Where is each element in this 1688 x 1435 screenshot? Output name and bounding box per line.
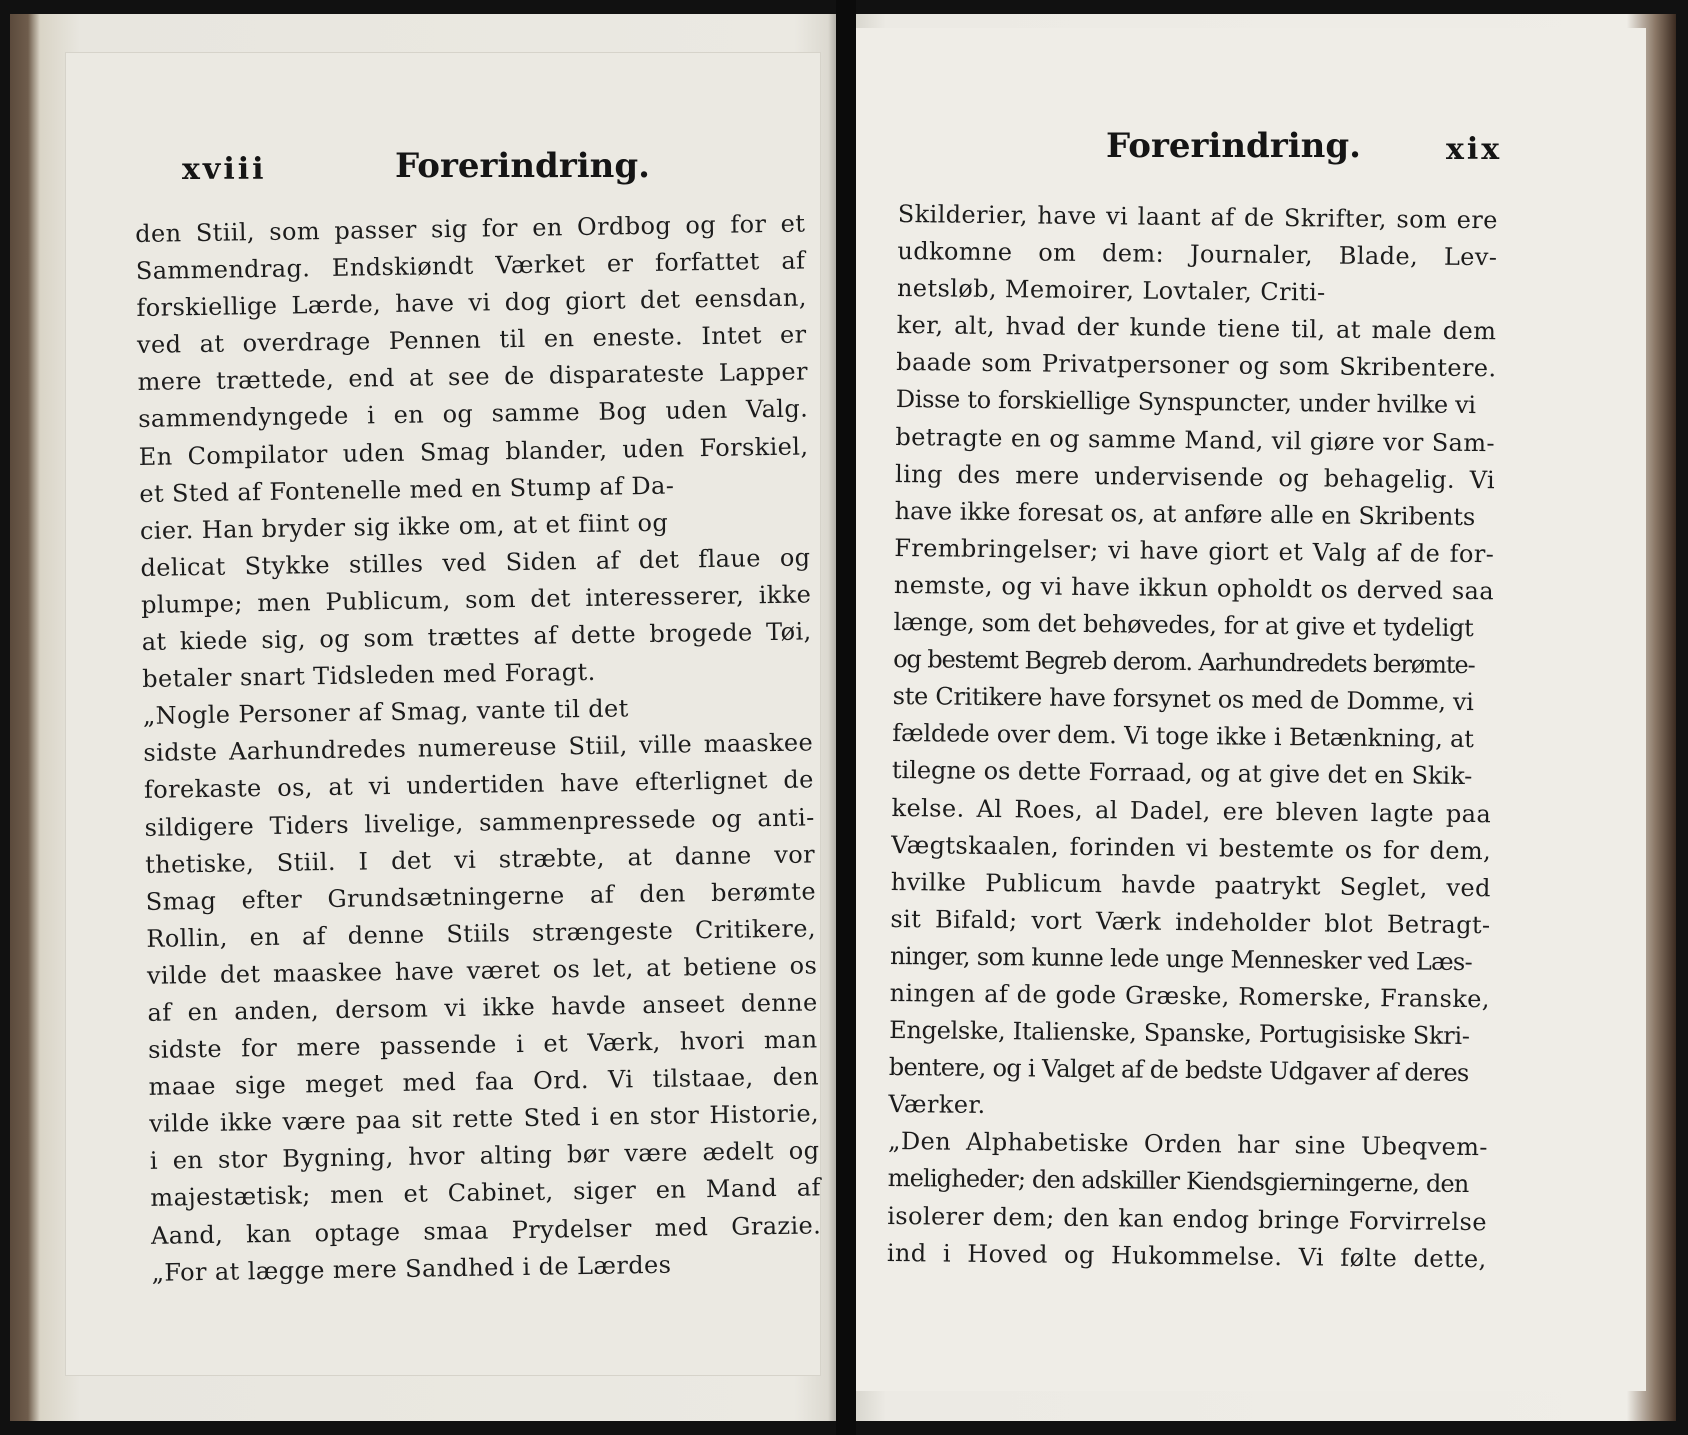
text-line: Sammendrag. Endskiøndt Værket er forfattet af [135,246,806,286]
text-line: „Nogle Personer af Smag, vante til det [142,694,629,731]
text-line: sidste for mere passende i et Værk, hvori man [147,1025,818,1064]
text-line: Disse to forskiellige Synspuncter, under hvilke vi [895,385,1476,420]
text-line: betragte en og samme Mand, vil giøre vor Sam- [895,422,1496,457]
right-running-head [856,122,1676,172]
text-line: hvilke Publicum havde paatrykt Seglet, ved [890,867,1491,902]
text-line: et Sted af Fontenelle med en Stump af Da- [139,471,675,508]
left-running-head [10,142,836,192]
text-line: majestætisk; men et Cabinet, siger en Mand af [150,1173,821,1213]
text-line: længe, som det behøvedes, for at give et tydeligt [893,608,1474,643]
text-line: mere trættede, end at see de disparateste Lapper [137,357,809,397]
text-line: Rollin, en af denne Stiils strængeste Critikere, [146,914,817,953]
text-line: isolerer dem; den kan endog bringe Forvirrelse [887,1201,1488,1236]
text-line: vilde det maaskee have været os let, at betiene os [146,951,818,990]
text-line: forekaste os, at vi undertiden have efterlignet de [143,765,814,805]
text-line: af en anden, dersom vi ikke havde anseet denne [147,988,818,1027]
text-line: Smag efter Grundsætningerne af den berømte [145,877,817,916]
text-line: kelse. Al Roes, al Dadel, ere bleven lagte paa [891,793,1492,828]
right-page [856,14,1676,1421]
text-line: netsløb, Memoirer, Lovtaler, Criti- [896,274,1326,307]
text-line: sammendyngede i en og samme Bog uden Valg. [137,394,809,434]
text-line: betaler snart Tidsleden med Foragt. [142,657,596,694]
book-gutter [836,0,856,1435]
text-line: En Compilator uden Smag blander, uden Forskiel, [138,432,809,471]
left-folio: xviii [182,152,267,187]
text-line: sildigere Tiders livelige, sammenpressede og anti- [144,802,815,842]
text-line: have ikke foresat os, at anføre alle en Skribents [894,496,1476,531]
text-line: nemste, og vi have ikkun opholdt os derved saa [893,570,1495,606]
text-line: Skilderier, have vi laant af de Skrifter, som ere [897,199,1498,235]
text-line: „For at lægge mere Sandhed i de Lærdes [151,1250,672,1287]
text-line: „Den Alphabetiske Orden har sine Ubeqvem- [887,1127,1489,1162]
text-line: cier. Han bryder sig ikke om, at et fiint og [139,508,669,545]
text-line: vilde ikke være paa sit rette Sted i en stor Historie, [149,1099,820,1139]
text-line: forskiellige Lærde, have vi dog giort det eensdan, [136,283,807,323]
text-line: Aand, kan optage smaa Prydelser med Grazie. [150,1210,822,1250]
right-folio: xix [1446,132,1503,167]
text-line: meligheder; den adskiller Kiendsgierningerne, den [887,1164,1469,1199]
text-line: ker, alt, hvad der kunde tiene til, at male dem [896,311,1497,346]
left-body-text [135,205,822,1291]
text-line: delicat Stykke stilles ved Siden af det flaue og [140,543,811,582]
left-page-shadow [828,14,836,1421]
text-line: at kiede sig, og som trættes af dette brogede Tøi, [141,617,812,656]
left-running-title: Forerindring. [395,146,650,186]
text-line: maae sige meget med faa Ord. Vi tilstaae, den [148,1062,820,1102]
text-line: plumpe; men Publicum, som det interesserer, ikke [140,580,812,619]
text-line: ling des mere undervisende og behagelig. Vi [894,459,1496,494]
text-line: tilegne os dette Forraad, og at give det en Skik- [891,756,1473,791]
text-line: Værker. [888,1090,986,1120]
text-line: og bestemt Begreb derom. Aarhundredets berømte- [893,645,1475,680]
right-body-text [887,196,1498,1278]
text-line: Vægtskaalen, forinden vi bestemte os for dem, [891,830,1492,865]
text-line: bentere, og i Valget af de bedste Udgaver af deres [888,1053,1469,1088]
text-line: thetiske, Stiil. I det vi stræbte, at danne vor [144,839,816,879]
text-line: ved at overdrage Pennen til en eneste. Intet er [136,320,807,360]
text-line: ste Critikere have forsynet os med de Domme, vi [892,682,1474,717]
text-line: fældede over dem. Vi toge ikke i Betænkning, at [892,719,1474,754]
text-line: sidste Aarhundredes numereuse Stiil, ville maaskee [143,728,814,768]
text-line: den Stiil, som passer sig for en Ordbog og for et [135,209,806,248]
text-line: Frembringelser; vi have giort et Valg af de for- [894,533,1495,569]
text-line: baade som Privatpersoner og som Skribentere. [896,348,1497,383]
text-line: Engelske, Italienske, Spanske, Portugisiske Skri- [889,1016,1470,1051]
text-line: sit Bifald; vort Værk indeholder blot Betragt- [890,904,1491,940]
text-line: ningen af de gode Græske, Romerske, Franske, [889,978,1491,1014]
text-line: udkomne om dem: Journaler, Blade, Lev- [897,237,1498,272]
text-line: ind i Hoved og Hukommelse. Vi følte dette, [886,1238,1487,1273]
left-page [10,14,836,1421]
text-line: ninger, som kunne lede unge Mennesker ved Læs- [889,941,1473,976]
right-running-title: Forerindring. [1106,126,1361,166]
text-line: i en stor Bygning, hvor alting bør være ædelt og [149,1136,820,1176]
